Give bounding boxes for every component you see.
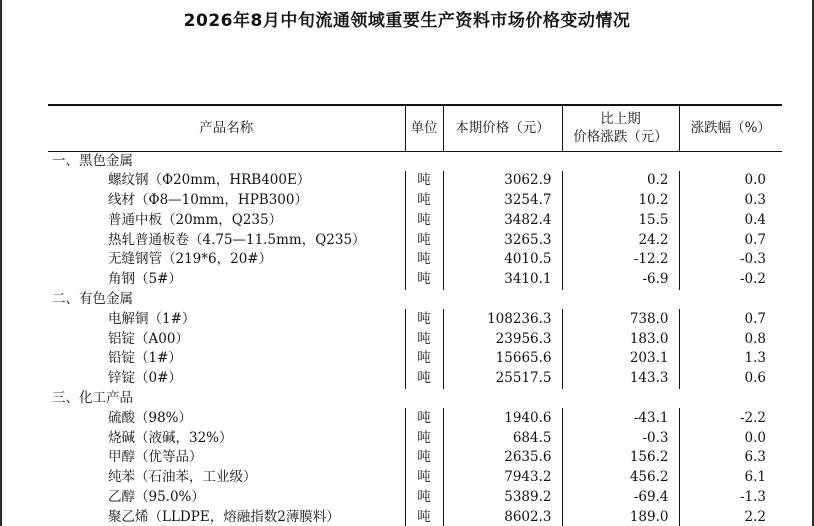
table-row	[48, 488, 782, 508]
current-price: 3482.4	[443, 210, 562, 230]
price-change: 24.2	[562, 230, 679, 250]
product-name: 线材（Φ8—10mm，HPB300）	[108, 191, 308, 208]
product-unit: 吨	[405, 448, 443, 468]
product-name: 铅锭（1#）	[108, 350, 182, 367]
product-name: 无缝钢管（219*6，20#）	[108, 251, 273, 268]
price-change: 156.2	[562, 448, 679, 468]
current-price: 25517.5	[443, 369, 562, 389]
current-price: 15665.6	[443, 349, 562, 369]
change-percent: 2.2	[679, 507, 782, 526]
product-unit: 吨	[405, 488, 443, 508]
product-unit: 吨	[405, 191, 443, 211]
product-unit: 吨	[405, 369, 443, 389]
category-row	[48, 290, 782, 310]
change-percent: 0.6	[679, 369, 782, 389]
change-percent: -2.2	[679, 408, 782, 428]
price-change: 189.0	[562, 507, 679, 526]
change-percent: 0.0	[679, 171, 782, 191]
table-row	[48, 507, 782, 526]
current-price: 8602.3	[443, 507, 562, 526]
left-window-border	[0, 0, 2, 526]
product-name: 烧碱（液碱，32%）	[108, 429, 233, 446]
current-price: 684.5	[443, 428, 562, 448]
current-price: 3410.1	[443, 270, 562, 290]
product-name: 硫酸（98%）	[108, 409, 193, 426]
category-name: 二、有色金属	[52, 290, 133, 307]
table-row	[48, 349, 782, 369]
change-percent: 0.8	[679, 329, 782, 349]
price-table	[48, 104, 782, 526]
header-current-price: 本期价格（元）	[443, 105, 562, 151]
table-row	[48, 250, 782, 270]
product-unit: 吨	[405, 468, 443, 488]
header-price-change	[562, 105, 679, 151]
product-unit: 吨	[405, 309, 443, 329]
price-change: -0.3	[562, 428, 679, 448]
table-row	[48, 230, 782, 250]
price-change: 183.0	[562, 329, 679, 349]
product-name: 热轧普通板卷（4.75—11.5mm，Q235）	[108, 231, 366, 248]
table-row	[48, 408, 782, 428]
product-name: 电解铜（1#）	[108, 310, 196, 327]
product-name: 铝锭（A00）	[108, 330, 189, 347]
header-price-change-line1: 比上期	[600, 111, 641, 128]
table-row	[48, 448, 782, 468]
price-change: -69.4	[562, 488, 679, 508]
change-percent: 0.3	[679, 191, 782, 211]
price-change: -43.1	[562, 408, 679, 428]
product-unit: 吨	[405, 408, 443, 428]
product-unit: 吨	[405, 210, 443, 230]
product-unit: 吨	[405, 250, 443, 270]
product-name: 聚乙烯（LLDPE，熔融指数2薄膜料）	[108, 508, 340, 525]
header-unit: 单位	[405, 105, 443, 151]
change-percent: 6.1	[679, 468, 782, 488]
category-name: 三、化工产品	[52, 389, 133, 406]
change-percent: 0.7	[679, 230, 782, 250]
current-price: 1940.6	[443, 408, 562, 428]
table-row	[48, 369, 782, 389]
change-percent: 0.0	[679, 428, 782, 448]
price-change: 456.2	[562, 468, 679, 488]
price-change: 143.3	[562, 369, 679, 389]
table-row	[48, 191, 782, 211]
product-name: 角钢（5#）	[108, 271, 182, 288]
page-title: 2026年8月中旬流通领域重要生产资料市场价格变动情况	[183, 11, 631, 31]
product-name: 锌锭（0#）	[108, 370, 182, 387]
price-change: 10.2	[562, 191, 679, 211]
price-change: 738.0	[562, 309, 679, 329]
product-unit: 吨	[405, 507, 443, 526]
category-row	[48, 389, 782, 409]
product-name: 螺纹钢（Φ20mm，HRB400E）	[108, 172, 311, 189]
change-percent: -0.3	[679, 250, 782, 270]
current-price: 2635.6	[443, 448, 562, 468]
product-name: 纯苯（石油苯，工业级）	[108, 469, 257, 486]
table-row	[48, 270, 782, 290]
table-header-row	[48, 105, 782, 151]
product-unit: 吨	[405, 230, 443, 250]
change-percent: 0.7	[679, 309, 782, 329]
price-change: -6.9	[562, 270, 679, 290]
table-row	[48, 468, 782, 488]
change-percent: -1.3	[679, 488, 782, 508]
product-name: 乙醇（95.0%）	[108, 488, 205, 505]
price-change: 15.5	[562, 210, 679, 230]
current-price: 4010.5	[443, 250, 562, 270]
table-row	[48, 428, 782, 448]
product-unit: 吨	[405, 428, 443, 448]
price-change: 0.2	[562, 171, 679, 191]
table-row	[48, 309, 782, 329]
header-price-change-line2: 价格涨跌（元）	[573, 129, 668, 146]
current-price: 108236.3	[443, 309, 562, 329]
product-name: 普通中板（20mm，Q235）	[108, 211, 283, 228]
change-percent: 6.3	[679, 448, 782, 468]
change-percent: 1.3	[679, 349, 782, 369]
product-unit: 吨	[405, 329, 443, 349]
category-row	[48, 151, 782, 171]
price-change: 203.1	[562, 349, 679, 369]
current-price: 3062.9	[443, 171, 562, 191]
current-price: 5389.2	[443, 488, 562, 508]
product-unit: 吨	[405, 270, 443, 290]
current-price: 3265.3	[443, 230, 562, 250]
product-unit: 吨	[405, 171, 443, 191]
current-price: 3254.7	[443, 191, 562, 211]
category-name: 一、黑色金属	[52, 152, 133, 169]
product-name: 甲醇（优等品）	[108, 449, 203, 466]
table-row	[48, 329, 782, 349]
product-unit: 吨	[405, 349, 443, 369]
price-change: -12.2	[562, 250, 679, 270]
header-change-percent: 涨跌幅（%）	[679, 105, 782, 151]
table-row	[48, 210, 782, 230]
change-percent: 0.4	[679, 210, 782, 230]
header-product-name: 产品名称	[48, 105, 405, 151]
table-row	[48, 171, 782, 191]
current-price: 7943.2	[443, 468, 562, 488]
current-price: 23956.3	[443, 329, 562, 349]
change-percent: -0.2	[679, 270, 782, 290]
